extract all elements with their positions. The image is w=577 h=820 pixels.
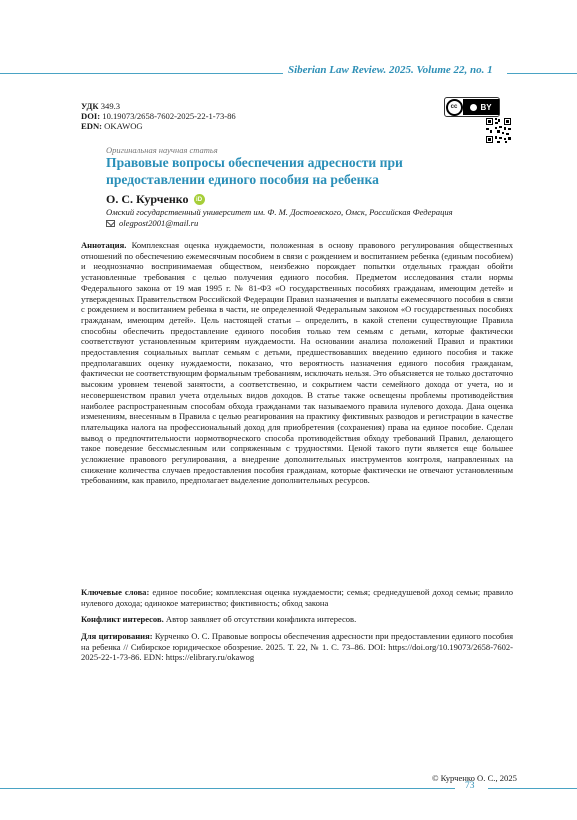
conflict-label: Конфликт интересов. — [81, 614, 164, 624]
article-title: Правовые вопросы обеспечения адресности при предоставлении единого пособия на ребенка — [106, 155, 403, 187]
author-affiliation: Омский государственный университет им. Ф. М. Достоевского, Омск, Российская Федерация — [106, 207, 453, 217]
doi-value: 10.19073/2658-7602-2025-22-1-73-86 — [102, 111, 236, 121]
citation-label: Для цитирования: — [81, 631, 153, 641]
keywords-label: Ключевые слова: — [81, 587, 150, 597]
copyright-notice: © Курченко О. С., 2025 — [432, 773, 517, 783]
page-number: 73 — [465, 781, 475, 791]
article-type: Оригинальная научная статья — [106, 145, 218, 155]
orcid-icon[interactable]: iD — [194, 194, 205, 205]
keywords-text: единое пособие; комплексная оценка нуждаемости; семья; среднедушевой доход семьи; правило нулевого дохода; одинокое материнство; фиктивность; обход закона — [81, 587, 513, 608]
envelope-icon — [106, 220, 115, 227]
journal-header — [0, 64, 577, 84]
doi-row — [81, 111, 236, 121]
edn-value: OKAWOG — [104, 121, 143, 131]
author-email[interactable]: olegpost2001@mail.ru — [119, 218, 199, 228]
doi-label: DOI: — [81, 111, 101, 121]
edn-row — [81, 121, 236, 131]
edn-label: EDN: — [81, 121, 103, 131]
header-rule-right — [507, 73, 577, 74]
citation-text: Курченко О. С. Правовые вопросы обеспечения адресности при предоставлении единого пособия на ребенка // Сибирское юридическое обозрение. 2025. Т. 22, № 1. С. 73–86. DOI: https://doi.org/10.19073/2658-7602-2025-22-1-73-86. EDN: https://elibrary.ru/okawog — [81, 631, 514, 663]
author-row — [106, 192, 205, 207]
udk-row — [81, 101, 236, 111]
author-email-row — [106, 218, 198, 228]
footer-rule-left — [0, 788, 455, 789]
conflict-of-interest — [81, 614, 513, 625]
citation — [81, 631, 513, 663]
abstract-label: Аннотация. — [81, 240, 127, 250]
person-icon — [470, 104, 477, 111]
page-footer — [0, 781, 577, 795]
abstract-text: Комплексная оценка нуждаемости, положенная в основу правового регулирования общественных отношений по обеспечению ежемесячным пособием в связи с рождением и воспитанием ребенка (единым пособием) и неоднозначно воспринимаемая обществом, неизбежно порождает попытки отдельных граждан обойти установленные требования с целью получения единого пособия. Предметом исследования стали нормы Федерального закона от 19 мая 1995 г. № 81-ФЗ «О государственных пособиях гражданам, имеющим детей» и утвержденных Правительством Российской Федерации Правил назначения и выплаты ежемесячного пособия в связи с рождением и воспитанием ребенка в части, не определенной Федеральным законом «О государственных пособиях гражданам, имеющим детей». Цель настоящей статьи – определить, в какой степени существующие Правила способны обеспечить предоставление единого пособия только тем семьям с детьми, которые фактически соответствуют установленным критериям нуждаемости. На основании анализа положений Правил и практики предоставления социальных выплат семьям с детьми, предшествовавших введению единого пособия и также предполагавших оценку нуждаемости, показано, что вероятность назначения единого пособия гражданам, фактически не соответствующим формальным требованиям, исключать нельзя. Это объясняется не только достаточно высоким уровнем теневой занятости, а соответственно, и сокрытием части семейного дохода от учета, но и несовершенством правил учета отдельных видов доходов. В статье также освещены проблемы противодействия наиболее распространенным способам обхода гражданами так называемого правила нулевого дохода. Дана оценка изменениям, внесенным в Правила с целью реагирования на практику фиктивных разводов и регистрации в качестве плательщика налога на профессиональный доход для приобретения (сохранения) права на единое пособие. Сделан вывод о предпочтительности нормотворческого способа противодействия обходу требований Правил, делающего такое поведение бессмысленным или сопряженным с трудностями. Ценой такого пути является еще большее усложнение правового регулирования, а внедрение дополнительных инструментов контроля, направленных на снижение количества случаев предоставления пособия гражданам, которые фактически не отвечают установленным требованиям, как правило, предполагает выделение дополнительных ресурсов. — [81, 240, 513, 486]
cc-icon: cc — [445, 99, 463, 115]
journal-title: Siberian Law Review. 2025. Volume 22, no. 1 — [288, 64, 493, 76]
by-icon — [463, 99, 499, 115]
conflict-text: Автор заявляет об отсутствии конфликта интересов. — [165, 614, 357, 624]
article-metadata — [81, 101, 236, 131]
header-rule-left — [0, 73, 283, 74]
footer-rule-right — [488, 788, 577, 789]
udk-label: УДК — [81, 101, 99, 111]
abstract — [81, 240, 513, 486]
author-name: О. С. Курченко — [106, 192, 189, 206]
keywords — [81, 587, 513, 608]
by-label: BY — [480, 102, 492, 112]
qr-code-icon[interactable] — [485, 117, 512, 144]
cc-by-license-badge[interactable] — [444, 97, 500, 117]
udk-value: 349.3 — [100, 101, 121, 111]
